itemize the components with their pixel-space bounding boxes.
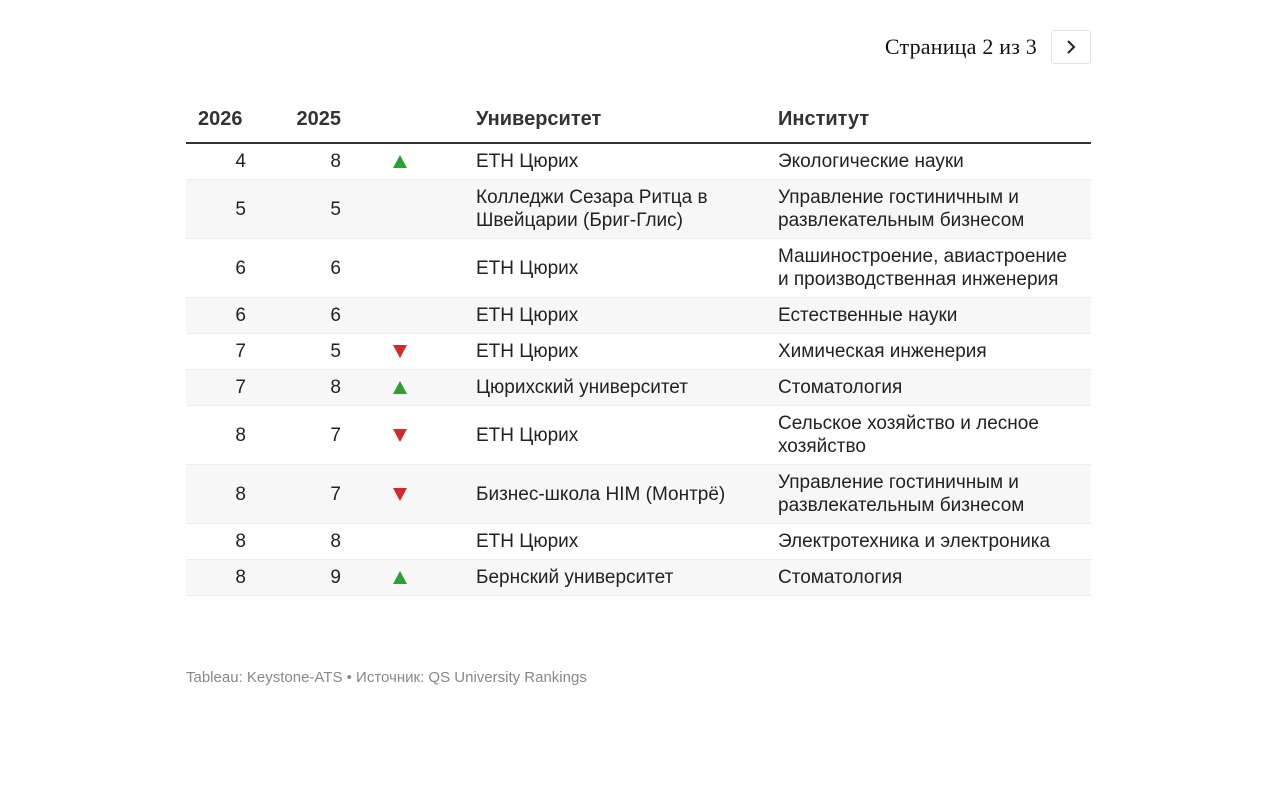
university-cell: Колледжи Сезара Ритца в Швейцарии (Бриг-Глис) xyxy=(476,180,778,239)
next-page-button[interactable] xyxy=(1051,30,1091,64)
trend-cell xyxy=(341,334,476,370)
rank-2025-cell: 6 xyxy=(246,239,341,298)
rank-2026-cell: 6 xyxy=(186,298,246,334)
table-row xyxy=(186,465,1091,524)
university-cell: ETH Цюрих xyxy=(476,406,778,465)
university-cell: ETH Цюрих xyxy=(476,143,778,180)
university-cell: Бернский университет xyxy=(476,560,778,596)
header-university[interactable]: Университет xyxy=(476,96,778,143)
rank-2026-cell: 6 xyxy=(186,239,246,298)
ranking-table xyxy=(186,96,1091,596)
table-row xyxy=(186,560,1091,596)
university-cell: ETH Цюрих xyxy=(476,524,778,560)
rank-2026-cell: 8 xyxy=(186,465,246,524)
rank-2025-cell: 7 xyxy=(246,406,341,465)
header-trend xyxy=(341,96,476,143)
rank-2025-cell: 8 xyxy=(246,143,341,180)
header-2025[interactable]: 2025 xyxy=(246,96,341,143)
trend-cell xyxy=(341,524,476,560)
institute-cell: Управление гостиничным и развлекательным бизнесом xyxy=(778,465,1091,524)
institute-cell: Машиностроение, авиастроение и производственная инженерия xyxy=(778,239,1091,298)
rank-2026-cell: 7 xyxy=(186,370,246,406)
trend-cell xyxy=(341,465,476,524)
trend-cell xyxy=(341,298,476,334)
institute-cell: Естественные науки xyxy=(778,298,1091,334)
arrow-down-icon xyxy=(393,429,407,442)
rank-2025-cell: 6 xyxy=(246,298,341,334)
table-header-row xyxy=(186,96,1091,143)
rank-2026-cell: 8 xyxy=(186,524,246,560)
arrow-up-icon xyxy=(393,571,407,584)
university-cell: ETH Цюрих xyxy=(476,298,778,334)
rank-2025-cell: 5 xyxy=(246,180,341,239)
table-row xyxy=(186,143,1091,180)
trend-cell xyxy=(341,180,476,239)
institute-cell: Стоматология xyxy=(778,560,1091,596)
table-row xyxy=(186,239,1091,298)
trend-cell xyxy=(341,560,476,596)
rank-2025-cell: 9 xyxy=(246,560,341,596)
chevron-right-icon xyxy=(1064,39,1078,55)
source-footer: Tableau: Keystone-ATS • Источник: QS University Rankings xyxy=(186,669,587,686)
institute-cell: Экологические науки xyxy=(778,143,1091,180)
page-indicator: Страница 2 из 3 xyxy=(884,34,1037,59)
university-cell: Бизнес-школа HIM (Монтрё) xyxy=(476,465,778,524)
rank-2026-cell: 8 xyxy=(186,406,246,465)
trend-cell xyxy=(341,370,476,406)
institute-cell: Сельское хозяйство и лесное хозяйство xyxy=(778,406,1091,465)
university-cell: Цюрихский университет xyxy=(476,370,778,406)
rank-2025-cell: 8 xyxy=(246,370,341,406)
table-row xyxy=(186,524,1091,560)
table-row xyxy=(186,298,1091,334)
university-cell: ETH Цюрих xyxy=(476,239,778,298)
arrow-up-icon xyxy=(393,155,407,168)
trend-cell xyxy=(341,239,476,298)
table-row xyxy=(186,180,1091,239)
rank-2025-cell: 8 xyxy=(246,524,341,560)
rank-2025-cell: 5 xyxy=(246,334,341,370)
institute-cell: Электротехника и электроника xyxy=(778,524,1091,560)
trend-cell xyxy=(341,406,476,465)
table-row xyxy=(186,370,1091,406)
rank-2026-cell: 5 xyxy=(186,180,246,239)
institute-cell: Химическая инженерия xyxy=(778,334,1091,370)
institute-cell: Стоматология xyxy=(778,370,1091,406)
pagination xyxy=(885,29,1091,65)
header-institute[interactable]: Институт xyxy=(778,96,1091,143)
rank-2026-cell: 8 xyxy=(186,560,246,596)
table-body xyxy=(186,143,1091,596)
rank-2026-cell: 4 xyxy=(186,143,246,180)
institute-cell: Управление гостиничным и развлекательным бизнесом xyxy=(778,180,1091,239)
university-cell: ETH Цюрих xyxy=(476,334,778,370)
rank-2026-cell: 7 xyxy=(186,334,246,370)
header-2026[interactable]: 2026 xyxy=(186,96,246,143)
table-row xyxy=(186,406,1091,465)
rank-2025-cell: 7 xyxy=(246,465,341,524)
arrow-down-icon xyxy=(393,488,407,501)
arrow-up-icon xyxy=(393,381,407,394)
trend-cell xyxy=(341,143,476,180)
table-row xyxy=(186,334,1091,370)
arrow-down-icon xyxy=(393,345,407,358)
